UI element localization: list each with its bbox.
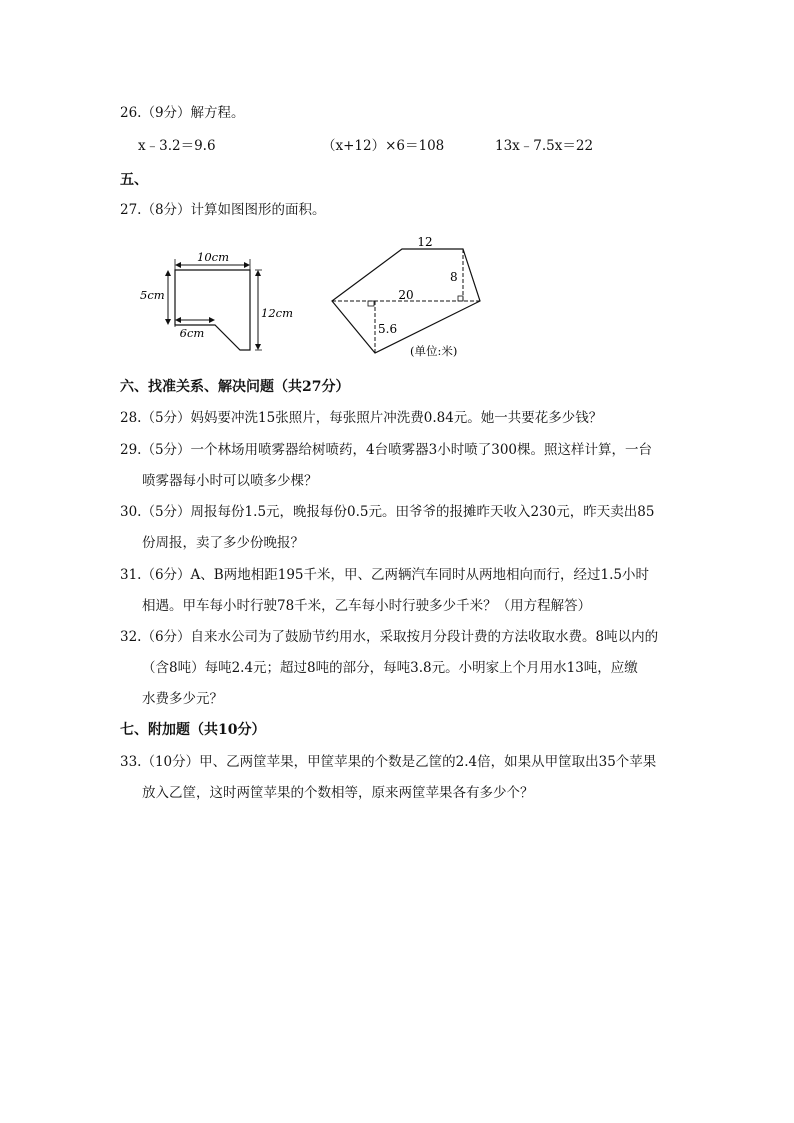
figure-1-right-label: 12cm (261, 306, 293, 320)
q31-text-line-1: 31.（6分）A、B两地相距195千米，甲、乙两辆汽车同时从两地相向而行，经过1.5小时 (120, 567, 649, 583)
section-6-heading: 六、找准关系、解决问题（共27分） (120, 379, 350, 395)
q26-title: 26.（9分）解方程。 (120, 105, 245, 121)
q32-text-line-2: （含8吨）每吨2.4元；超过8吨的部分，每吨3.8元。小明家上个月用水13吨，应缴 (142, 660, 638, 676)
figure-1-bottom-label: 6cm (179, 326, 205, 340)
q26-equation-3: 13x﹣7.5x＝22 (495, 138, 594, 154)
figure-1-top-label: 10cm (197, 250, 229, 264)
q33-text-line-1: 33.（10分）甲、乙两筐苹果，甲筐苹果的个数是乙筐的2.4倍，如果从甲筐取出35个苹果 (120, 754, 657, 770)
figure-2-top-label: 12 (417, 235, 433, 249)
section-5-heading: 五、 (120, 172, 148, 188)
q26-equation-2: （x+12）×6＝108 (322, 138, 445, 154)
q28-text: 28.（5分）妈妈要冲洗15张照片，每张照片冲洗费0.84元。她一共要花多少钱？ (120, 410, 603, 426)
q31-text-line-2: 相遇。甲车每小时行驶78千米，乙车每小时行驶多少千米？（用方程解答） (142, 598, 592, 614)
q32-text-line-3: 水费多少元？ (142, 691, 223, 707)
q32-text-line-1: 32.（6分）自来水公司为了鼓励节约用水，采取按月分段计费的方法收取水费。8吨以内的 (120, 629, 659, 645)
figure-2-unit-label: (单位:米) (410, 344, 458, 358)
section-7-heading: 七、附加题（共10分） (120, 722, 266, 738)
q27-figure-1 (130, 245, 305, 360)
q30-text-line-2: 份周报，卖了多少份晚报？ (142, 535, 304, 551)
q29-text-line-2: 喷雾器每小时可以喷多少棵？ (142, 473, 318, 489)
q27-figure-2 (320, 228, 500, 363)
q26-equation-1: x﹣3.2＝9.6 (138, 138, 216, 154)
q27-title: 27.（8分）计算如图图形的面积。 (120, 202, 326, 218)
figure-1-left-label: 5cm (140, 288, 165, 302)
q33-text-line-2: 放入乙筐，这时两筐苹果的个数相等，原来两筐苹果各有多少个？ (142, 785, 534, 801)
q30-text-line-1: 30.（5分）周报每份1.5元，晚报每份0.5元。田爷爷的报摊昨天收入230元，昨天卖出85 (120, 504, 655, 520)
figure-2-lower-label: 5.6 (378, 322, 398, 336)
figure-2-base-label: 20 (398, 288, 414, 302)
q29-text-line-1: 29.（5分）一个林场用喷雾器给树喷药，4台喷雾器3小时喷了300棵。照这样计算，一台 (120, 442, 653, 458)
figure-2-height-label: 8 (450, 270, 458, 284)
